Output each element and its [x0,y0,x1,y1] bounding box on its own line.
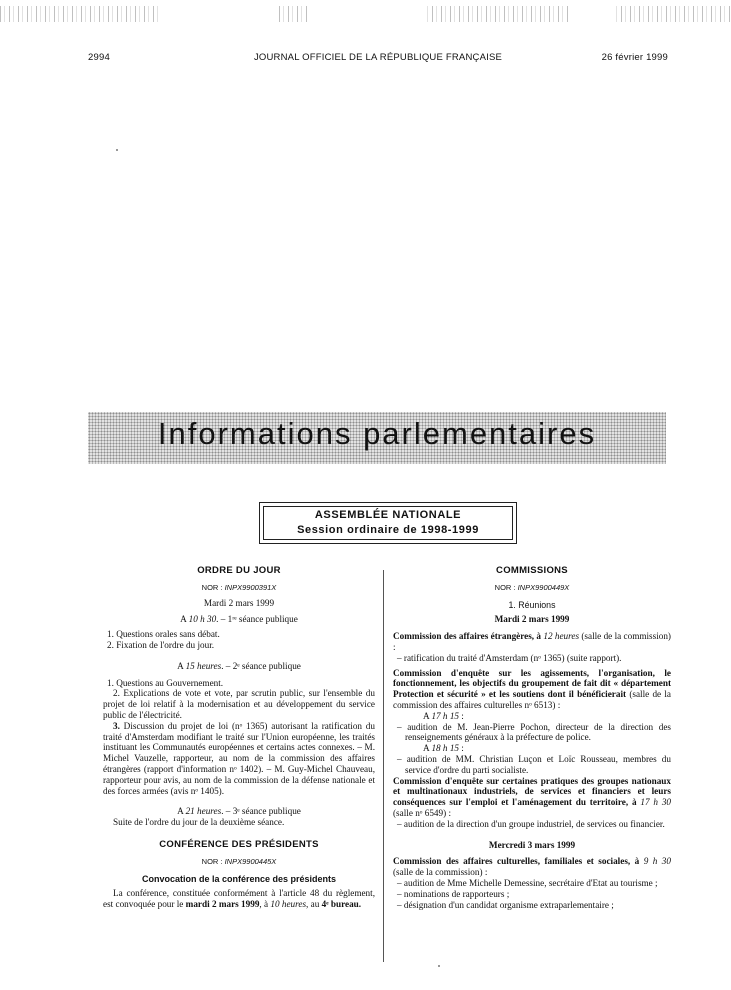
agenda-item: 2. Fixation de l'ordre du jour. [107,639,215,650]
nor-reference: NOR : INPX9900449X [494,582,570,592]
commission-entry: Commission des affaires étrangères, à 12 heures (salle de la commission) : [393,631,671,652]
commission-item: – audition de Mme Michelle Demessine, secrétaire d'Etat au tourisme ; [397,877,658,888]
running-header [88,52,668,66]
commission-item: – ratification du traité d'Amsterdam (nᵒ 1365) (suite rapport). [397,652,622,663]
agenda-item: 3. Discussion du projet de loi (nᵒ 1365) autorisant la ratification du traité d'Amsterdam modifiant le traité sur l'Union européenne, les traités instituant les Communautés européennes et certains actes connexes. – M. Michel Vauzelle, rapporteur, au nom de la commission des affaires étrangères (rapport d'information nᵒ 1402). – M. Guy-Michel Chauveau, rapporteur pour avis, au nom de la commission de la défense nationale et des forces armées (avis nᵒ 1405). [103,720,375,796]
scan-noise-strip [0,6,731,22]
sitting-date: Mardi 2 mars 1999 [203,597,275,608]
meeting-date: Mercredi 3 mars 1999 [488,839,576,850]
agenda-item: 1. Questions au Gouvernement. [107,677,224,688]
session-name: Session ordinaire de 1998-1999 [297,524,479,536]
commission-entry: Commission d'enquête sur les agissements, l'organisation, le fonctionnement, les objectifs du groupement de fait dit « département Protection et sécurité » et les soutiens dont il bénéficierait (salle de la commission des affaires culturelles nᵒ 6513) : [393,667,671,710]
commission-entry: Commission d'enquête sur certaines pratiques des groupes nationaux et multinationaux industriels, de services et financiers et leurs conséquences sur l'emploi et l'aménagement du territoire, à 17 h 30 (salle nᵒ 6549) : [393,775,672,818]
scan-speck [438,965,440,967]
agenda-item: 2. Explications de vote et vote, par scrutin public, sur l'ensemble du projet de loi relatif à la modernisation et au développement du service public de l'électricité. [103,688,375,720]
journal-title: JOURNAL OFFICIEL DE LA RÉPUBLIQUE FRANÇAISE [253,52,503,63]
commissions-heading: COMMISSIONS [496,565,568,576]
page-number: 2994 [88,52,110,63]
commission-item: – audition de la direction d'un groupe industriel, de services ou financier. [397,818,665,829]
left-column [103,566,375,910]
time-slot: A 17 h 15 : [423,710,464,721]
scan-speck [116,149,118,151]
nor-reference: NOR : INPX9900391X [201,582,277,592]
nor-reference: NOR : INPX9900445X [201,856,277,866]
conference-heading: CONFÉRENCE DES PRÉSIDENTS [159,838,319,850]
sitting-3-title: A 21 heures. – 3ᵉ séance publique [177,806,301,817]
sitting-2-title: A 15 heures. – 2ᵉ séance publique [177,660,301,671]
commission-item: – désignation d'un candidat organisme extraparlementaire ; [397,899,614,910]
issue-date: 26 février 1999 [601,52,668,63]
right-column [393,566,671,910]
conference-text: La conférence, constituée conformément à l'article 48 du règlement, est convoquée pour le mardi 2 mars 1999, à 10 heures, au 4ᵉ bureau. [103,888,375,910]
sitting-3-text: Suite de l'ordre du jour de la deuxième séance. [113,817,285,828]
banner-title: Informations parlementaires [157,416,597,451]
conference-subheading: Convocation de la conférence des présidents [141,873,337,884]
commission-item: – audition de MM. Christian Luçon et Loïc Rousseau, membres du service d'ordre du parti socialiste. [397,753,671,775]
meeting-date: Mardi 2 mars 1999 [494,614,570,625]
ordre-du-jour-heading: ORDRE DU JOUR [197,565,281,576]
agenda-item: 1. Questions orales sans débat. [107,629,220,640]
time-slot: A 18 h 15 : [423,743,464,754]
commission-entry: Commission des affaires culturelles, familiales et sociales, à 9 h 30 (salle de la commission) : [393,856,671,878]
sitting-1-title: A 10 h 30. – 1ʳᵉ séance publique [180,614,298,625]
assembly-name: ASSEMBLÉE NATIONALE [314,509,462,521]
section-banner [88,412,666,464]
section-title: 1. Réunions [508,599,556,610]
column-divider [383,570,384,962]
assembly-box-inner [263,506,513,540]
assembly-box [259,502,517,544]
commission-item: – nominations de rapporteurs ; [397,888,510,899]
commission-item: – audition de M. Jean-Pierre Pochon, directeur de la direction des renseignements généraux à la préfecture de police. [397,721,671,743]
